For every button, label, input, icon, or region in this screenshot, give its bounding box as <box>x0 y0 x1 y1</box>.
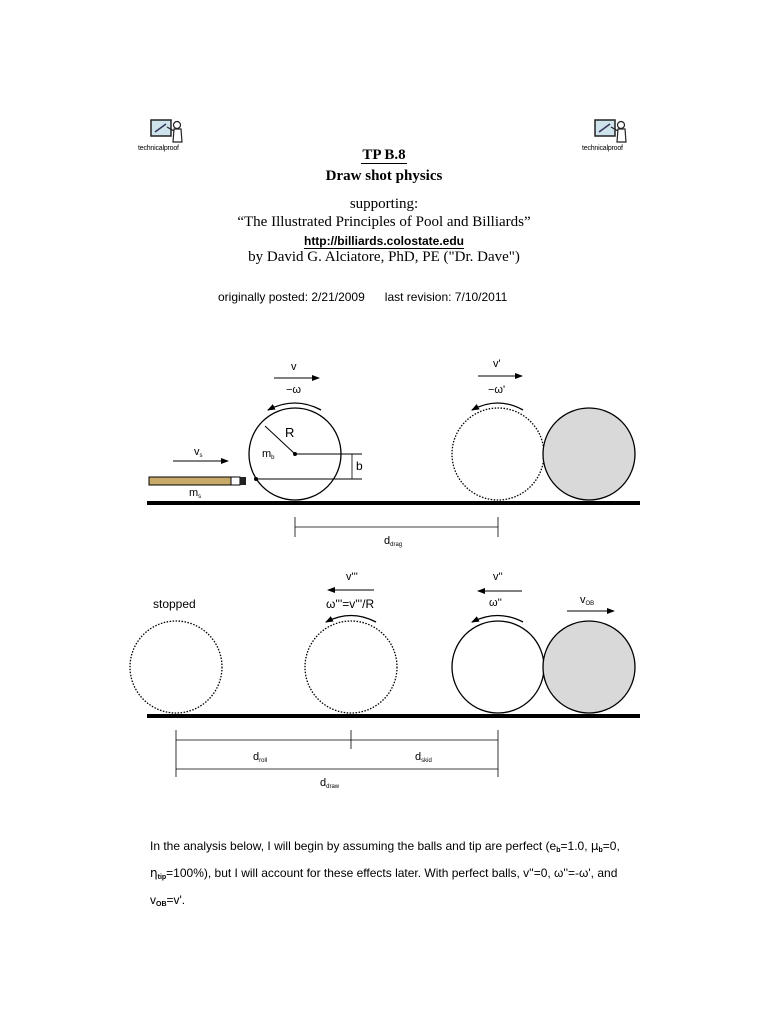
doc-title: Draw shot physics <box>325 168 443 184</box>
table-surface-bottom <box>147 714 640 718</box>
table-surface-top <box>147 501 640 505</box>
radius-label: R <box>285 425 295 440</box>
cue-stick <box>149 477 231 485</box>
draw-shot-diagram <box>0 330 768 800</box>
logo-caption-right: technicalproof <box>582 145 623 152</box>
revision-date: last revision: 7/10/2011 <box>384 290 508 304</box>
website-link[interactable] <box>0 234 768 248</box>
cue-ball-after-impact <box>452 621 544 713</box>
after-impact-spin-label: ω'' <box>489 597 502 609</box>
after-impact-velocity-label: v'' <box>493 571 503 583</box>
author-line: by David G. Alciatore, PhD, PE ("Dr. Dave") <box>248 249 520 265</box>
cue-mass-label: ms <box>189 487 202 500</box>
roll-dimension-label: droll <box>253 751 268 764</box>
book-title: “The Illustrated Principles of Pool and Billiards” <box>237 214 531 230</box>
impact-velocity-label: v' <box>493 358 501 370</box>
website-link-text[interactable]: http://billiards.colostate.edu <box>303 234 464 248</box>
logo-caption-left: technicalproof <box>138 145 179 152</box>
rolling-velocity-label: v''' <box>346 571 358 583</box>
offset-b-label: b <box>356 459 363 473</box>
presenter-board-icon <box>150 118 194 144</box>
rolling-spin-label: ω'''=v'''/R <box>326 597 375 611</box>
ball-mass-label: mb <box>262 448 275 461</box>
impact-spin-label: −ω' <box>488 384 506 396</box>
doc-number-text: TP B.8 <box>362 147 406 163</box>
posted-date: originally posted: 2/21/2009 <box>218 290 365 304</box>
object-ball-velocity-label: vOB <box>580 594 595 607</box>
dates-line <box>218 290 507 304</box>
cue-ball-velocity-label: v <box>291 361 297 373</box>
object-ball-bottom <box>543 621 635 713</box>
supporting-label: supporting: <box>349 196 419 212</box>
drag-dimension-label: ddrag <box>384 535 403 548</box>
cue-tip <box>231 477 240 485</box>
analysis-paragraph: In the analysis below, I will begin by assuming the balls and tip are perfect ($e_b=1.0$, $\mu_b=0$, $\eta_{tip}=100\%$), but I will account for these effects later. With perfect balls, v''=0, ω''=-ω', and $v_{OB}=v'$. <box>150 839 620 908</box>
presenter-board-icon <box>594 118 638 144</box>
cue-velocity-label: vs <box>194 446 203 459</box>
cue-tip-end <box>240 477 246 485</box>
cue-ball-at-impact <box>452 408 544 500</box>
stopped-label: stopped <box>153 597 196 611</box>
cue-ball-rolling <box>305 621 397 713</box>
skid-dimension-label: dskid <box>415 751 432 764</box>
cue-ball-spin-label: −ω <box>286 384 302 396</box>
doc-number <box>0 147 768 164</box>
draw-dimension-label: ddraw <box>320 777 340 790</box>
object-ball-top <box>543 408 635 500</box>
cue-ball-stopped <box>130 621 222 713</box>
